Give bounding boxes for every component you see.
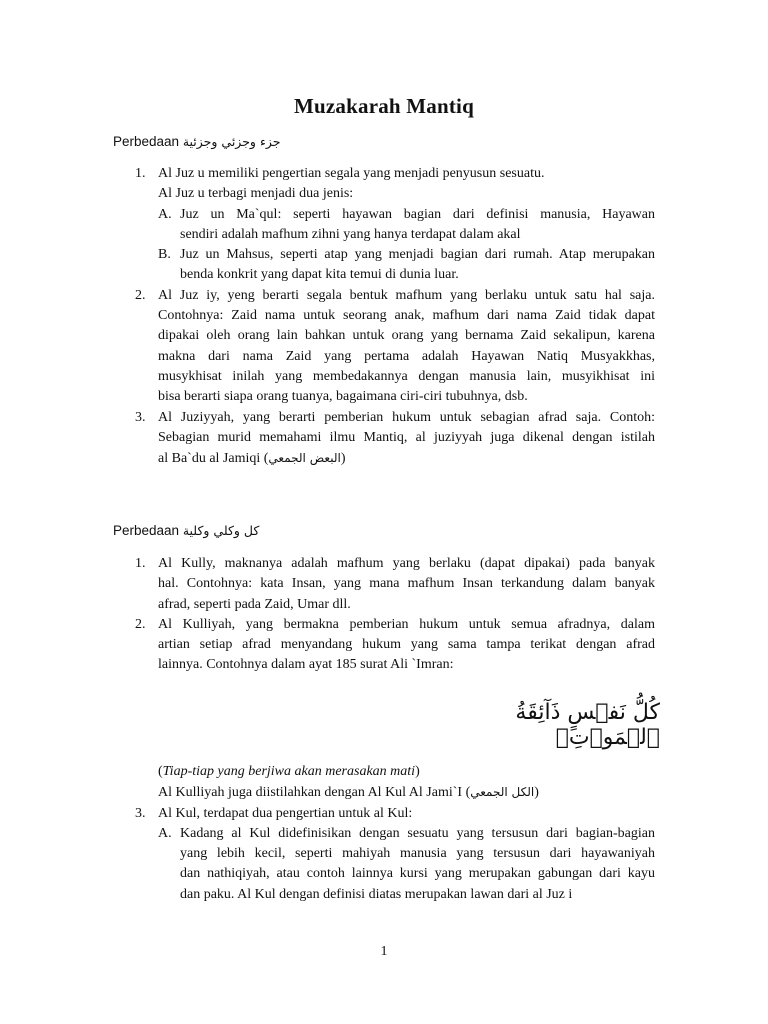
text-line: musykhisat inilah yang membedakannya dengan manusia lain, musyikhisat ini [158, 368, 655, 384]
list-item [113, 164, 655, 286]
text-line: lainnya. Contohnya dalam ayat 185 surat Ali `Imran: [158, 657, 454, 673]
text-line: sendiri adalah mafhum zihni yang hanya terdapat dalam akal [180, 226, 521, 242]
text-line: Sebagian murid memahami ilmu Mantiq, al juziyyah juga dikenal dengan istilah [158, 429, 655, 445]
text-line: benda konkrit yang dapat kita temui di dunia luar. [180, 267, 459, 283]
text-line: yang lebih kecil, seperti mahiyah manusia yang tersusun dari hayawaniyah [180, 846, 655, 862]
section1-list [113, 164, 655, 469]
text-line: Al Juz u terbagi menjadi dua jenis: [158, 186, 354, 202]
line-text: Al Kulliyah juga diistilahkan dengan Al Kul Al Jami`I ( [158, 785, 471, 801]
text-line: Al Kul, terdapat dua pengertian untuk al Kul: [158, 805, 413, 821]
sub-item-letter: A. [158, 206, 172, 222]
line-text-end: ) [534, 785, 539, 801]
sub-item-letter: B. [158, 247, 171, 263]
text-line: dan paku. Al Kul dengan definisi diatas merupakan lawan dari al Juz i [180, 886, 573, 902]
text-line: Juz un Mahsus, seperti atap yang menjadi bagian dari rumah. Atap merupakan [180, 247, 655, 263]
text-line: artian setiap afrad menyandang hukum yang sama tampa terikat dengan afrad [158, 637, 655, 653]
item-number: 1. [135, 556, 146, 571]
text-line: bisa berarti siapa orang tuanya, bagaimana ciri-ciri tubuhnya, dsb. [158, 389, 528, 405]
translation-line [113, 762, 655, 782]
kulliyah-line [113, 782, 655, 803]
item-number: 3. [135, 409, 146, 425]
paren-open: ( [158, 764, 163, 779]
text-line: Al Juz u memiliki pengertian segala yang menjadi penyusun sesuatu. [158, 166, 545, 181]
text-line: Al Kulliyah, yang bermakna pemberian hukum untuk semua afradnya, dalam [158, 616, 655, 632]
paren-close: ) [415, 764, 420, 779]
page-number: 1 [380, 944, 388, 959]
text-line: dan nathiqiyah, atau contoh lainnya kursi yang merupakan gabungan dari kayu [180, 866, 655, 882]
section2-heading-text: Perbedaan [113, 523, 180, 538]
section2-heading [113, 523, 259, 538]
section2-heading-arabic: كل وكلي وكلية [182, 523, 260, 538]
text-line: Al Kully, maknanya adalah mafhum yang berlaku (dapat dipakai) pada banyak [158, 556, 655, 571]
text-line: Al Juziyyah, yang berarti pemberian hukum untuk sebagian afrad saja. Contoh: [158, 409, 655, 425]
section1-heading-arabic: جزء وجزئي وجزئية [182, 134, 281, 149]
list-item [113, 804, 655, 905]
item-number: 2. [135, 616, 146, 632]
list-item [113, 554, 655, 615]
verse-translation: Tiap-tiap yang berjiwa akan merasakan mati [162, 764, 416, 779]
section2-list [113, 554, 655, 676]
text-line: Al Juz iy, yeng berarti segala bentuk mafhum yang berlaku untuk satu hal saja. [158, 287, 655, 303]
sub-item-letter: A. [158, 825, 172, 841]
arabic-term: البعض الجمعي [268, 451, 341, 466]
text-line: afrad, seperti pada Zaid, Umar dll. [158, 596, 351, 612]
sub-item [158, 205, 655, 246]
quran-verse: كُلُّ نَفۡسٍ ذَآئِقَةُ ٱلۡمَوۡتِۗ [515, 700, 660, 750]
text-line: Contohnya: Zaid nama untuk seorang anak, mafhum dari nama Zaid tidak dapat [158, 308, 655, 324]
text-line: Kadang al Kul didefinisikan dengan sesuatu yang tersusun dari bagian-bagian [180, 825, 655, 841]
item-number: 2. [135, 287, 146, 303]
list-item [113, 286, 655, 408]
text-line: makna dari nama Zaid yang pertama adalah Hayawan Natiq Musyakkhas, [158, 348, 655, 364]
section2-list-continued [113, 762, 655, 905]
item-number: 3. [135, 805, 146, 821]
line-text: al Ba`du al Jamiqi ( [158, 451, 269, 467]
text-line: dipakai oleh orang lain bahkan untuk orang yang bernama Zaid sekalipun, karena [158, 328, 655, 344]
text-line: hal. Contohnya: kata Insan, yang mana mafhum Insan terkandung dalam banyak [158, 576, 655, 592]
sub-item [158, 824, 655, 905]
item-number: 1. [135, 166, 146, 181]
text-line: Juz un Ma`qul: seperti hayawan bagian dari definisi manusia, Hayawan [180, 206, 655, 222]
document-title: Muzakarah Mantiq [294, 94, 474, 118]
section1-heading-text: Perbedaan [113, 134, 180, 149]
arabic-term: الكل الجمعي [470, 785, 535, 800]
line-text-end: ) [340, 451, 346, 467]
sub-item [158, 245, 655, 286]
section1-heading [113, 134, 280, 149]
list-item [113, 615, 655, 676]
text-line [158, 448, 655, 469]
list-item [113, 408, 655, 470]
